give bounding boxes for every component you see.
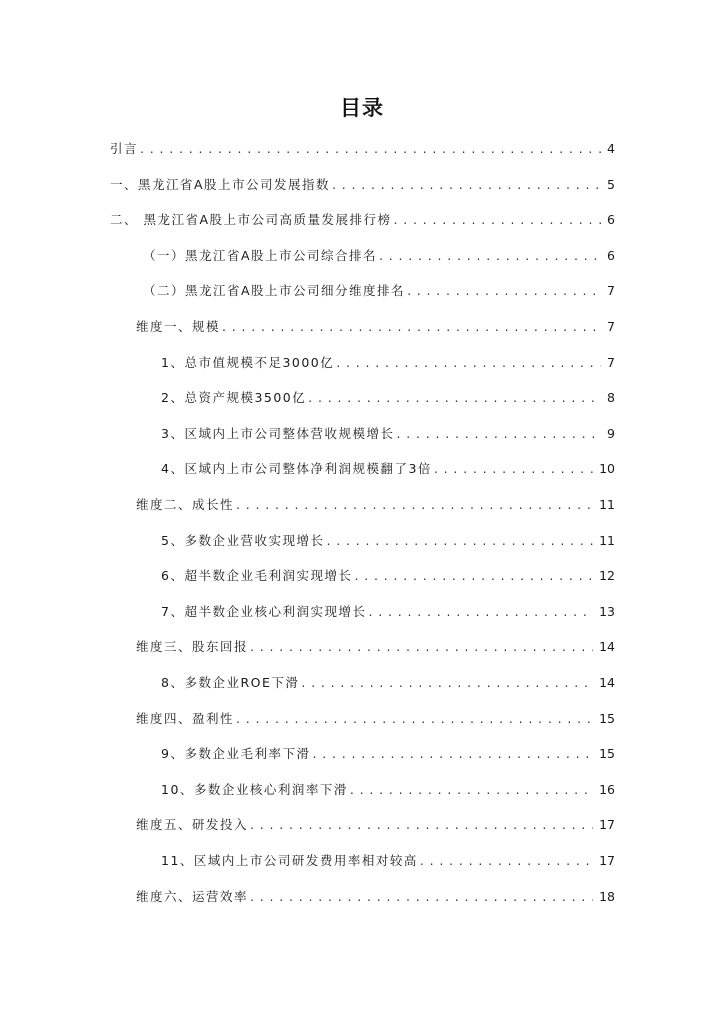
toc-entry[interactable]: [161, 424, 615, 444]
toc-entry[interactable]: [161, 673, 615, 693]
toc-entry[interactable]: [136, 887, 615, 907]
toc-entry[interactable]: [161, 602, 615, 622]
toc-entry[interactable]: [136, 317, 615, 337]
toc-dot-leader: [250, 637, 593, 657]
toc-entry[interactable]: [136, 709, 615, 729]
toc-entry[interactable]: [161, 566, 615, 586]
toc-dot-leader: [394, 210, 602, 230]
toc-entry-text: 6、超半数企业毛利润实现增长: [161, 568, 353, 584]
toc-entry[interactable]: [161, 459, 615, 479]
toc-dot-leader: [250, 887, 593, 907]
toc-entry-text: （二）黑龙江省A股上市公司细分维度排名: [143, 283, 406, 299]
toc-entry-text: 4、区域内上市公司整体净利润规模翻了3倍: [161, 461, 432, 477]
toc-entry[interactable]: [110, 175, 615, 195]
toc-dot-leader: [434, 459, 593, 479]
toc-page-number: 16: [599, 781, 615, 797]
toc-page-number: 6: [607, 212, 615, 228]
toc-page-number: 8: [607, 390, 615, 406]
toc-entry[interactable]: [136, 495, 615, 515]
toc-page-number: 6: [607, 247, 615, 263]
toc-page-number: 9: [607, 425, 615, 441]
toc-entry-text: 维度二、成长性: [136, 497, 235, 512]
toc-page-number: 14: [599, 639, 615, 655]
toc-entry-text: 二、 黑龙江省A股上市公司高质量发展排行榜: [110, 212, 392, 228]
toc-page-number: 17: [599, 853, 615, 868]
toc-dot-leader: [312, 744, 593, 764]
toc-entry[interactable]: [136, 815, 615, 835]
toc-page-number: 15: [599, 746, 615, 762]
toc-dot-leader: [301, 673, 593, 693]
toc-entry[interactable]: [110, 210, 615, 230]
toc-dot-leader: [250, 815, 593, 835]
toc-page-number: 7: [607, 283, 615, 299]
toc-dot-leader: [326, 531, 593, 551]
toc-page-number: 13: [599, 603, 615, 619]
toc-dot-leader: [236, 709, 593, 729]
toc-dot-leader: [332, 175, 601, 195]
toc-entry[interactable]: [143, 246, 615, 266]
toc-page-number: 7: [607, 354, 615, 370]
toc-entry[interactable]: [110, 139, 615, 159]
toc-dot-leader: [350, 780, 593, 800]
toc-entry-text: 7、超半数企业核心利润实现增长: [161, 603, 367, 619]
toc-page-number: 7: [607, 319, 615, 334]
toc-dot-leader: [222, 317, 601, 337]
toc-entry-text: 引言: [110, 141, 139, 156]
toc-entry[interactable]: [161, 851, 615, 871]
toc-page-number: 14: [599, 675, 615, 690]
toc-page-number: 15: [599, 710, 615, 726]
toc-page-number: 11: [599, 497, 615, 512]
toc-dot-leader: [354, 566, 593, 586]
toc-page-number: 5: [607, 176, 615, 192]
toc-title: 目录: [340, 96, 384, 120]
toc-dot-leader: [379, 246, 601, 266]
toc-dot-leader: [140, 139, 601, 159]
toc-page-number: 4: [607, 141, 615, 156]
toc-page-number: 11: [599, 532, 615, 548]
toc-entry-text: 9、多数企业毛利率下滑: [161, 746, 311, 762]
toc-entry-text: 11、区域内上市公司研发费用率相对较高: [161, 853, 418, 868]
toc-entry-text: 一、黑龙江省A股上市公司发展指数: [110, 176, 331, 192]
toc-entry-text: 维度六、运营效率: [136, 888, 249, 904]
toc-dot-leader: [236, 495, 593, 515]
toc-entry-text: 3、区域内上市公司整体营收规模增长: [161, 425, 395, 441]
toc-entry[interactable]: [161, 531, 615, 551]
toc-dot-leader: [336, 353, 601, 373]
toc-entry-text: 1、总市值规模不足3000亿: [161, 354, 335, 370]
toc-entry-text: 2、总资产规模3500亿: [161, 390, 307, 406]
toc-entry[interactable]: [161, 780, 615, 800]
toc-entry-text: （一）黑龙江省A股上市公司综合排名: [143, 247, 378, 263]
toc-page-number: 10: [599, 461, 615, 477]
toc-entry-text: 10、多数企业核心利润率下滑: [161, 781, 348, 797]
toc-entry[interactable]: [143, 281, 615, 301]
toc-dot-leader: [420, 851, 593, 871]
toc-dot-leader: [396, 424, 601, 444]
toc-entry-text: 维度五、研发投入: [136, 817, 249, 833]
toc-page-number: 17: [599, 817, 615, 833]
toc-entry[interactable]: [161, 388, 615, 408]
toc-entry-text: 5、多数企业营收实现增长: [161, 532, 325, 548]
toc-entry-text: 8、多数企业ROE下滑: [161, 675, 300, 690]
toc-entry-text: 维度一、规模: [136, 319, 221, 334]
toc-entry[interactable]: [161, 744, 615, 764]
toc-page-number: 18: [599, 888, 615, 904]
toc-entry-text: 维度三、股东回报: [136, 639, 249, 655]
toc-entry[interactable]: [161, 353, 615, 373]
toc-dot-leader: [368, 602, 593, 622]
toc-dot-leader: [407, 281, 601, 301]
toc-entry[interactable]: [136, 637, 615, 657]
toc-dot-leader: [308, 388, 601, 408]
toc-entry-text: 维度四、盈利性: [136, 710, 235, 726]
toc-page-number: 12: [599, 568, 615, 584]
